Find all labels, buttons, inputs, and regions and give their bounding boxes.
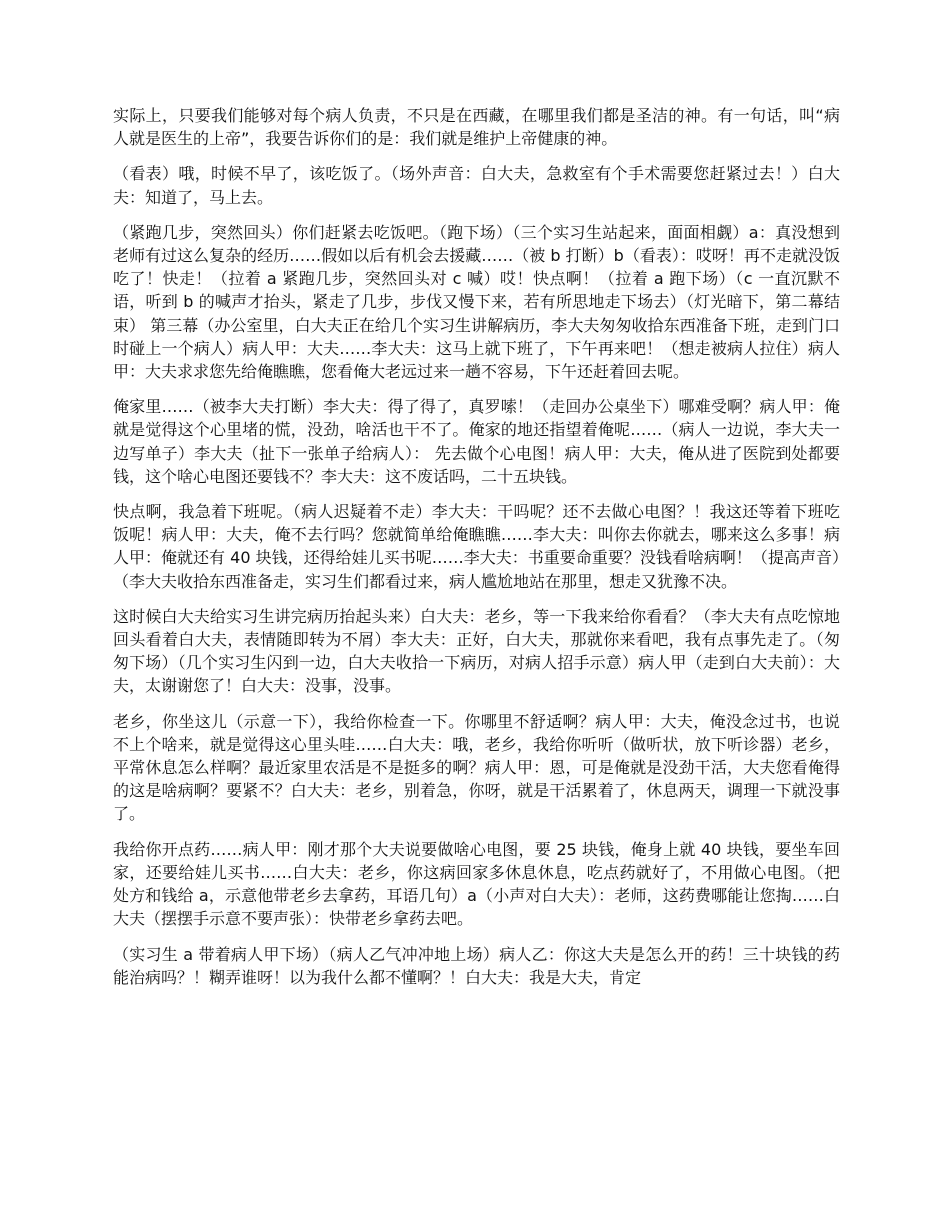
- paragraph-3: （紧跑几步，突然回头）你们赶紧去吃饭吧。（跑下场）（三个实习生站起来，面面相觑）a：真没想到老师有过这么复杂的经历……假如以后有机会去援藏……（被 b 打断）b（看表）：哎呀！再不走就没饭吃了！快走！（拉着 a 紧跑几步，突然回头对 c 喊）哎！快点啊！（拉着 a 跑下场）（c 一直沉默不语，听到 b 的喊声才抬头，紧走了几步，步伐又慢下来，若有所思地走下场去）（灯光暗下，第二幕结束） 第三幕（办公室里，白大夫正在给几个实习生讲解病历，李大夫匆匆收拾东西准备下班，走到门口时碰上一个病人）病人甲：大夫……李大夫：这马上就下班了，下午再来吧！（想走被病人拉住）病人甲：大夫求求您先给俺瞧瞧，您看俺大老远过来一趟不容易，下午还赶着回去呢。: [113, 222, 840, 382]
- document-page: [113, 104, 840, 1204]
- paragraph-7: 老乡，你坐这儿（示意一下），我给你检查一下。你哪里不舒适啊？病人甲：大夫，俺没念过书，也说不上个啥来，就是觉得这心里头哇……白大夫：哦，老乡，我给你听听（做听状，放下听诊器）老乡，平常休息怎么样啊？最近家里农活是不是挺多的啊？病人甲：恩，可是俺就是没劲干活，大夫您看俺得的这是啥病啊？要紧不？白大夫：老乡，别着急，你呀，就是干活累着了，休息两天，调理一下就没事了。: [113, 711, 840, 824]
- paragraph-8: 我给你开点药……病人甲：刚才那个大夫说要做啥心电图，要 25 块钱，俺身上就 40 块钱，要坐车回家，还要给娃儿买书……白大夫：老乡，你这病回家多休息休息，吃点药就好了，不用做心电图。（把处方和钱给 a，示意他带老乡去拿药，耳语几句）a（小声对白大夫）：老师，这药费哪能让您掏……白大夫（摆摆手示意不要声张）：快带老乡拿药去吧。: [113, 839, 840, 929]
- paragraph-5: 快点啊，我急着下班呢。（病人迟疑着不走）李大夫：干吗呢？还不去做心电图？！我这还等着下班吃饭呢！病人甲：大夫，俺不去行吗？您就简单给俺瞧瞧……李大夫：叫你去你就去，哪来这么多事！病人甲：俺就还有 40 块钱，还得给娃儿买书呢……李大夫：书重要命重要？没钱看啥病啊！（提高声音）（李大夫收拾东西准备走，实习生们都看过来，病人尴尬地站在那里，想走又犹豫不决。: [113, 502, 840, 591]
- paragraph-2: （看表）哦，时候不早了，该吃饭了。（场外声音：白大夫，急救室有个手术需要您赶紧过去！）白大夫：知道了，马上去。: [113, 164, 840, 207]
- paragraph-4: 俺家里……（被李大夫打断）李大夫：得了得了，真罗嗦！（走回办公桌坐下）哪难受啊？病人甲：俺就是觉得这个心里堵的慌，没劲，啥活也干不了。俺家的地还指望着俺呢……（病人一边说，李大夫一边写单子）李大夫（扯下一张单子给病人）： 先去做个心电图！病人甲：大夫，俺从进了医院到处都要钱，这个啥心电图还要钱不？李大夫：这不废话吗，二十五块钱。: [113, 397, 840, 486]
- paragraph-9: （实习生 a 带着病人甲下场）（病人乙气冲冲地上场）病人乙：你这大夫是怎么开的药！三十块钱的药能治病吗？！糊弄谁呀！以为我什么都不懂啊？！白大夫：我是大夫，肯定: [113, 944, 840, 987]
- paragraph-6: 这时候白大夫给实习生讲完病历抬起头来）白大夫：老乡，等一下我来给你看看？（李大夫有点吃惊地回头看着白大夫，表情随即转为不屑）李大夫：正好，白大夫，那就你来看吧，我有点事先走了。（匆匆下场）（几个实习生闪到一边，白大夫收拾一下病历，对病人招手示意）病人甲（走到白大夫前）：大夫，太谢谢您了！白大夫：没事，没事。: [113, 606, 840, 696]
- paragraph-1: 实际上，只要我们能够对每个病人负责，不只是在西藏，在哪里我们都是圣洁的神。有一句话，叫“病人就是医生的上帝”，我要告诉你们的是：我们就是维护上帝健康的神。: [113, 106, 840, 149]
